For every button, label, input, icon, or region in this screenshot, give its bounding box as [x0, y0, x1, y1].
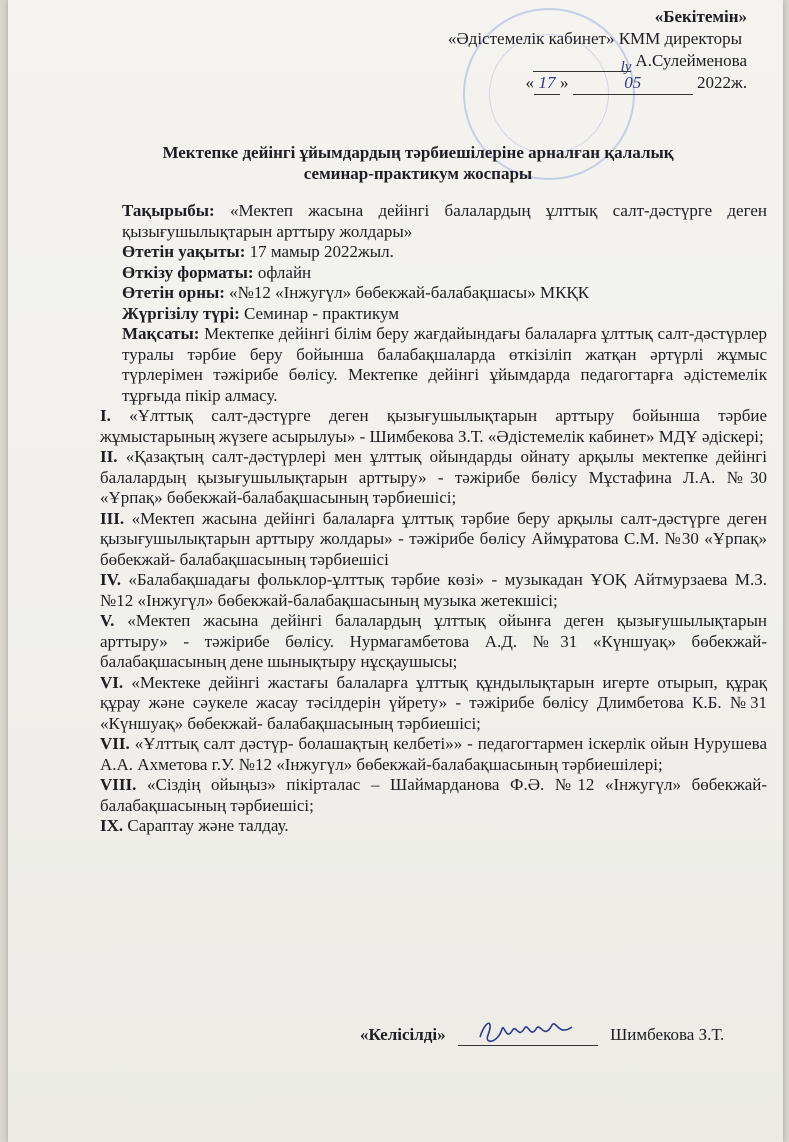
- date-close-quote: »: [560, 73, 569, 92]
- goal: [100, 324, 767, 406]
- agreement-label: «Келісілді»: [360, 1025, 446, 1044]
- agenda-item-number: VI.: [100, 672, 124, 692]
- document-title: [108, 142, 728, 184]
- approval-signature-line: [533, 55, 632, 75]
- document-page: [8, 0, 783, 1142]
- agenda-item-number: I.: [100, 406, 111, 425]
- topic: [100, 201, 767, 242]
- place-label: Өтетін орны:: [122, 283, 225, 302]
- agenda-item: [100, 611, 767, 673]
- title-line-1: Мектепке дейінгі ұйымдардың тәрбиешілеріне арналған қалалық: [162, 143, 674, 162]
- type-value: Семинар - практикум: [244, 303, 400, 323]
- topic-label: Тақырыбы:: [122, 201, 215, 220]
- agenda-item-text: «Мектеке дейінгі жастағы балаларға ұлттық құндылықтарын игерте отырып, құрақ құрау және сәукеле жасау тәсілдерін үйрету» - тәжірибе бөлісу Длимбетова К.Б. №31 «Күншуақ» бөбекжай- балабақшасының тәрбиешісі;: [100, 672, 767, 733]
- agenda-item-number: VIII.: [100, 775, 137, 794]
- approval-signature: ly: [620, 59, 632, 75]
- agenda-item-number: VII.: [100, 734, 130, 753]
- type-label: Жүргізілу түрі:: [122, 303, 240, 323]
- agenda-item: [100, 734, 767, 775]
- agreement-block: [360, 1024, 783, 1046]
- date-year: 2022ж.: [697, 73, 747, 92]
- agenda-item-text: «Ұлттық салт-дәстүрге деген қызығушылықтарын арттыру бойынша тәрбие жұмыстарының жүзеге асырылуы» - Шимбекова З.Т. «Әдістемелік кабинет» МДҰ әдіскері;: [100, 406, 768, 446]
- agenda-item-number: IX.: [100, 816, 124, 835]
- director-title: «Әдістемелік кабинет» КММ директоры: [447, 29, 742, 48]
- approval-heading: «Бекітемін»: [654, 7, 747, 26]
- approval-signer: А.Сулейменова: [635, 51, 747, 70]
- goal-value: Мектепке дейінгі білім беру жағдайындағы балаларға ұлттық салт-дәстүрлер туралы тәрбие беру бойынша балабақшаларда өткізіліп жатқан әртүрлі жұмыс түрлерімен тәжірибе бөлісу. Мектепке дейінгі ұйымдарда педагогтарға әдістемелік тұрғыда пікір алмасу.: [122, 324, 767, 405]
- agenda-item: [100, 775, 767, 816]
- agenda-item-text: «Мектеп жасына дейінгі балаларға ұлттық тәрбие беру арқылы салт-дәстүрге деген қызығушылықтарын арттыру жолдары» - тәжірибе бөлісу Аймұратова С.М. №30 «Ұрпақ» бөбекжай- балабақшасының тәрбиешісі: [100, 508, 767, 569]
- agenda-item-text: «Қазақтың салт-дәстүрлері мен ұлттық ойындарды ойнату арқылы мектепке дейінгі балалардың қызығушылықтарын арттыру» - тәжірибе бөлісу Мұстафина Л.А. №30 «Ұрпақ» бөбекжай-балабақшасының тәрбиешісі;: [100, 447, 767, 507]
- agenda-item-number: III.: [100, 508, 125, 528]
- agenda-item: [100, 509, 767, 571]
- agenda-item: [100, 816, 767, 837]
- agenda-item: [100, 447, 767, 509]
- format-label: Өткізу форматы:: [122, 262, 254, 282]
- agreement-name: Шимбекова З.Т.: [610, 1025, 725, 1044]
- date-month: 05: [573, 72, 693, 95]
- document-body: [100, 201, 767, 837]
- agenda-item: [100, 406, 767, 447]
- agenda-item-text: «Мектеп жасына дейінгі балалардың ұлттық ойынға деген қызығушылықтарын арттыру» - тәжірибе бөлісу. Нурмагамбетова А.Д. №31 «Күншуақ» бөбекжай- балабақшасының дене шынықтыру нұсқаушысы;: [100, 611, 767, 671]
- time-label: Өтетін уақыты:: [122, 242, 246, 261]
- agenda-item-text: «Балабақшадағы фольклор-ұлттық тәрбие көзі» - музыкадан ҰОҚ Айтмурзаева М.З. №12 «Інжугүл» бөбекжай-балабақшасының музыка жетекшісі;: [100, 570, 767, 610]
- approval-signature-row: [448, 50, 747, 75]
- place: [100, 283, 767, 304]
- approval-block: [448, 6, 747, 95]
- time-value: 17 мамыр 2022жыл.: [249, 242, 394, 261]
- approval-date: [448, 72, 747, 95]
- agenda-item-number: IV.: [100, 570, 121, 589]
- format-value: офлайн: [257, 262, 312, 282]
- agenda-item: [100, 673, 767, 735]
- agenda-item-number: V.: [100, 611, 115, 630]
- date-day: 17: [534, 72, 560, 95]
- topic-value: «Мектеп жасына дейінгі балалардың ұлттық салт-дәстүрге деген қызығушылықтарын арттыру жолдары»: [122, 201, 767, 241]
- agreement-signature-line: [458, 1025, 598, 1046]
- agenda-item-text: Сараптау және талдау.: [127, 816, 289, 835]
- format: [100, 263, 767, 284]
- place-value: «№12 «Інжугүл» бөбекжай-балабақшасы» МКҚК: [229, 283, 590, 302]
- agenda-item: [100, 570, 767, 611]
- agenda-item-text: «Ұлттық салт дәстүр- болашақтың келбеті»» - педагогтармен іскерлік ойын Нурушева А.А. Ахметова г.У. №12 «Інжугүл» бөбекжай-балабақшасының тәрбиешілері;: [100, 734, 768, 774]
- goal-label: Мақсаты:: [122, 324, 200, 343]
- time: [100, 242, 767, 263]
- type: [100, 304, 767, 325]
- date-open-quote: «: [525, 73, 534, 92]
- agenda-item-number: II.: [100, 447, 118, 466]
- title-line-2: семинар-практикум жоспары: [303, 164, 533, 183]
- agenda-item-text: «Сіздің ойыңыз» пікірталас – Шаймарданова Ф.Ә. №12 «Інжугүл» бөбекжай-балабақшасының тәрбиешісі;: [100, 775, 767, 815]
- agreement-signature: [476, 1015, 576, 1049]
